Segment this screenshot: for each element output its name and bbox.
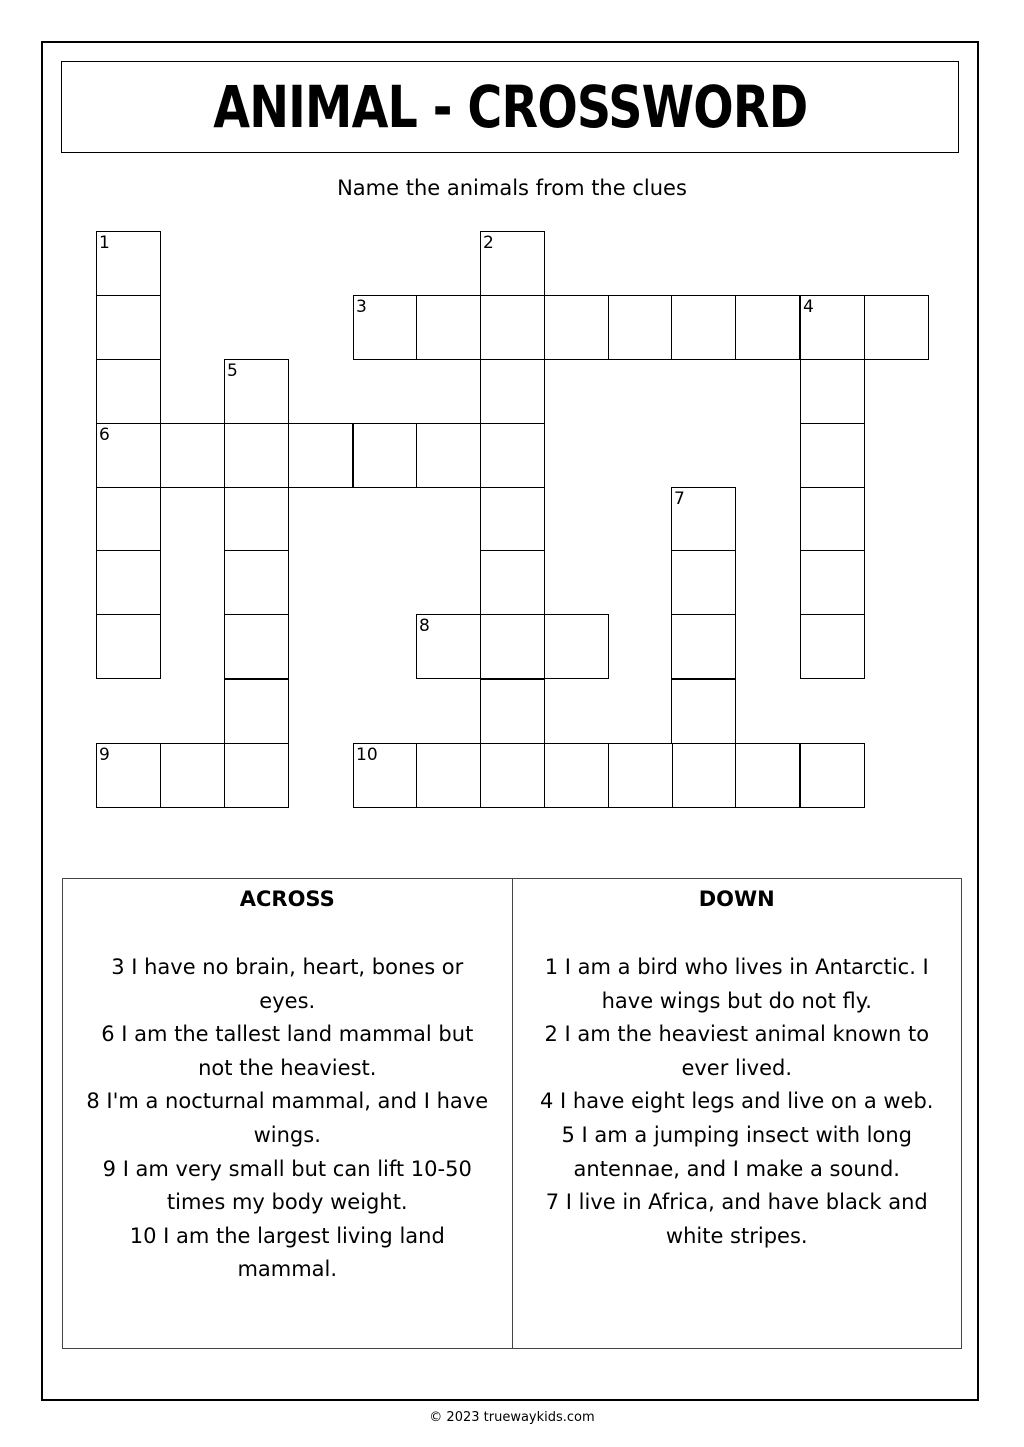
grid-cell[interactable] <box>800 614 865 679</box>
grid-cell[interactable] <box>480 295 545 360</box>
grid-cell[interactable] <box>416 614 481 679</box>
across-clue: 6 I am the tallest land mammal but not the heaviest. <box>101 1022 474 1080</box>
grid-cell[interactable] <box>735 743 800 808</box>
clue-number: 8 <box>419 616 430 636</box>
grid-cell[interactable] <box>96 487 161 552</box>
grid-cell[interactable] <box>800 487 865 552</box>
grid-cell[interactable] <box>224 423 289 488</box>
grid-cell[interactable] <box>671 487 736 552</box>
grid-cell[interactable] <box>800 295 865 360</box>
down-clue: 1 I am a bird who lives in Antarctic. I have wings but do not fly. <box>544 955 929 1013</box>
grid-cell[interactable] <box>671 614 736 679</box>
clue-number: 6 <box>99 425 110 445</box>
grid-cell[interactable] <box>224 550 289 615</box>
grid-cell[interactable] <box>864 295 929 360</box>
grid-cell[interactable] <box>671 743 736 808</box>
grid-cell[interactable] <box>800 423 865 488</box>
across-column <box>63 879 512 1348</box>
grid-cell[interactable] <box>480 359 545 424</box>
grid-cell[interactable] <box>160 743 225 808</box>
grid-cell[interactable] <box>480 487 545 552</box>
clue-number: 10 <box>356 745 378 765</box>
down-heading: DOWN <box>698 887 775 911</box>
grid-cell[interactable] <box>544 614 609 679</box>
down-column <box>512 879 962 1348</box>
grid-cell[interactable] <box>160 423 225 488</box>
across-clue: 9 I am very small but can lift 10-50 times my body weight. <box>102 1156 472 1215</box>
grid-cell[interactable] <box>544 743 609 808</box>
grid-cell[interactable] <box>96 359 161 424</box>
clue-number: 1 <box>99 233 110 253</box>
grid-cell[interactable] <box>96 295 161 360</box>
grid-cell[interactable] <box>671 550 736 615</box>
grid-cell[interactable] <box>224 487 289 552</box>
grid-cell[interactable] <box>480 550 545 615</box>
grid-cell[interactable] <box>224 614 289 679</box>
instructions: Name the animals from the clues <box>337 176 687 200</box>
grid-cell[interactable] <box>480 231 545 296</box>
clue-number: 4 <box>803 297 814 317</box>
grid-cell[interactable] <box>224 743 289 808</box>
grid-cell[interactable] <box>96 231 161 296</box>
grid-cell[interactable] <box>416 295 481 360</box>
grid-cell[interactable] <box>224 359 289 424</box>
grid-cell[interactable] <box>353 423 418 488</box>
across-clue: 10 I am the largest living land mammal. <box>129 1223 445 1282</box>
grid-cell[interactable] <box>96 423 161 488</box>
grid-cell[interactable] <box>480 614 545 679</box>
grid-cell[interactable] <box>480 743 545 808</box>
grid-cell[interactable] <box>608 743 673 808</box>
grid-cell[interactable] <box>800 743 865 808</box>
copyright-footer: © 2023 truewaykids.com <box>429 1410 595 1425</box>
across-clue: 8 I'm a nocturnal mammal, and I have wings. <box>86 1089 489 1147</box>
grid-cell[interactable] <box>735 295 800 360</box>
grid-cell[interactable] <box>800 550 865 615</box>
down-clue: 2 I am the heaviest animal known to ever lived. <box>544 1022 930 1080</box>
clue-number: 5 <box>227 361 238 381</box>
clue-number: 9 <box>99 745 110 765</box>
grid-cell[interactable] <box>96 743 161 808</box>
grid-cell[interactable] <box>288 423 353 488</box>
grid-cell[interactable] <box>416 743 481 808</box>
down-clue: 4 I have eight legs and live on a web. <box>540 1089 934 1114</box>
across-clue: 3 I have no brain, heart, bones or eyes. <box>111 955 464 1013</box>
page-title: ANIMAL - CROSSWORD <box>212 73 808 141</box>
across-heading: ACROSS <box>239 887 335 911</box>
grid-cell[interactable] <box>480 679 545 744</box>
grid-cell[interactable] <box>96 614 161 679</box>
clue-number: 3 <box>356 297 367 317</box>
grid-cell[interactable] <box>96 550 161 615</box>
grid-cell[interactable] <box>544 295 609 360</box>
down-clue: 5 I am a jumping insect with long antennae, and I make a sound. <box>561 1122 913 1181</box>
clues-table <box>62 878 962 1349</box>
grid-cell[interactable] <box>480 423 545 488</box>
grid-cell[interactable] <box>353 295 418 360</box>
clue-number: 7 <box>674 489 685 509</box>
grid-cell[interactable] <box>608 295 673 360</box>
clue-number: 2 <box>483 233 494 253</box>
grid-cell[interactable] <box>416 423 481 488</box>
grid-cell[interactable] <box>224 679 289 744</box>
grid-cell[interactable] <box>671 295 736 360</box>
grid-cell[interactable] <box>800 359 865 424</box>
grid-cell[interactable] <box>671 679 736 744</box>
down-clue: 7 I live in Africa, and have black and white stripes. <box>545 1190 928 1248</box>
grid-cell[interactable] <box>353 743 418 808</box>
